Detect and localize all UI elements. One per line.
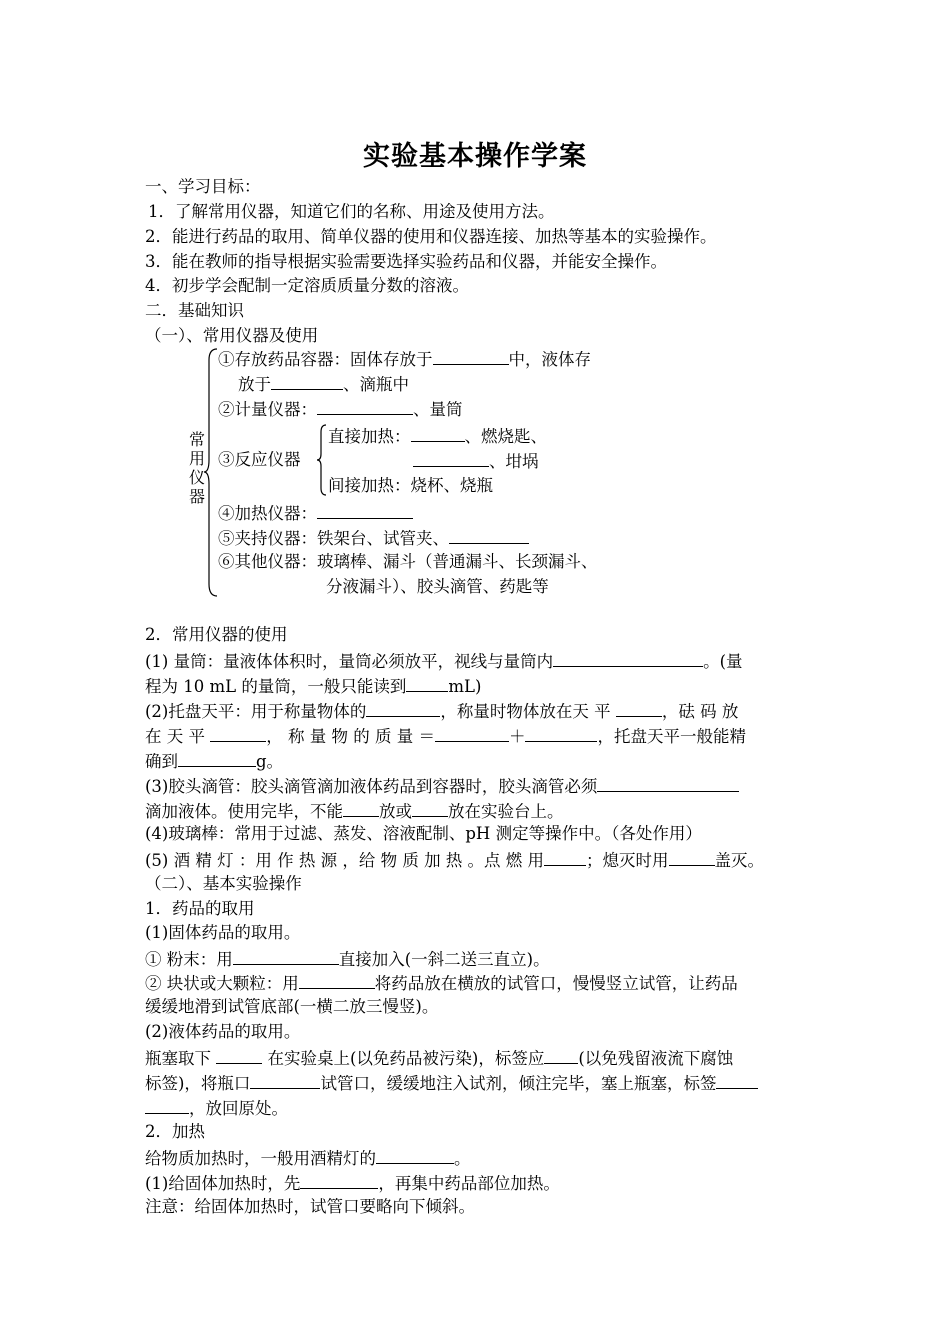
storage-label: ①存放药品容器：固体存放于 xyxy=(218,350,433,369)
measure-text: 、量筒 xyxy=(413,400,463,419)
direct-heat-text: 、坩埚 xyxy=(489,452,539,471)
text: 滴加液体。使用完毕，不能 xyxy=(145,802,343,821)
vertical-char: 仪 xyxy=(188,468,205,487)
blank xyxy=(553,648,703,667)
measure-label: ②计量仪器： xyxy=(218,400,317,419)
blank xyxy=(178,748,256,767)
blank xyxy=(716,1070,758,1089)
text: 盖灭。 xyxy=(714,851,765,870)
text: ；熄灭时用 xyxy=(586,851,669,870)
blank xyxy=(433,346,509,365)
ops-q2 xyxy=(145,970,738,996)
ops-h2: 2．加热 xyxy=(145,1122,205,1141)
blank xyxy=(411,423,465,442)
goal-1: 1．了解常用仪器，知道它们的名称、用途及使用方法。 xyxy=(148,202,555,221)
text: ，托盘天平一般能精 xyxy=(597,727,746,746)
diagram-row-3: ③反应仪器 xyxy=(218,450,301,469)
instruments-subheading: （一）、常用仪器及使用 xyxy=(145,326,319,345)
text: (以免残留液流下腐蚀 xyxy=(578,1049,734,1068)
diagram-row-5 xyxy=(218,525,529,551)
blank xyxy=(366,698,440,717)
text: 。 xyxy=(454,1149,471,1168)
ops-q1 xyxy=(145,946,550,972)
vertical-char: 器 xyxy=(188,487,205,506)
text: 试管口，缓缓地注入试剂，倾注完毕，塞上瓶塞，标签 xyxy=(320,1074,717,1093)
blank xyxy=(406,673,448,692)
diagram-row-1 xyxy=(218,346,591,372)
usage-p4: (4)玻璃棒：常用于过滤、蒸发、溶液配制、pH 测定等操作中。（各处作用） xyxy=(145,824,702,843)
text: 将药品放在横放的试管口，慢慢竖立试管，让药品 xyxy=(374,974,738,993)
blank xyxy=(544,1045,578,1064)
blank xyxy=(616,698,662,717)
diagram-row-1b xyxy=(238,371,409,397)
direct-heat-text: 、燃烧匙、 xyxy=(464,427,547,446)
text: (3)胶头滴管：胶头滴管滴加液体药品到容器时，胶头滴管必须 xyxy=(145,777,598,796)
ops-q3-cont xyxy=(145,1070,758,1096)
basics-heading: 二．基础知识 xyxy=(145,301,244,320)
heating-label: ④加热仪器： xyxy=(218,504,317,523)
vertical-char: 常 xyxy=(188,430,205,449)
goal-2: 2．能进行药品的取用、简单仪器的使用和仪器连接、加热等基本的实验操作。 xyxy=(145,227,717,246)
text: 。(量 xyxy=(703,652,743,671)
text: 给物质加热时，一般用酒精灯的 xyxy=(145,1149,376,1168)
text: (1) 量筒：量液体体积时，量筒必须放平，视线与量筒内 xyxy=(145,652,554,671)
text: 放或 xyxy=(379,802,412,821)
goal-4: 4．初步学会配制一定溶质质量分数的溶液。 xyxy=(145,276,469,295)
blank xyxy=(376,1145,454,1164)
storage-text: 中，液体存 xyxy=(508,350,591,369)
ops-q3-end xyxy=(145,1095,288,1121)
blank xyxy=(544,847,586,866)
text: ，砝 码 放 xyxy=(661,702,739,721)
blank xyxy=(145,1095,189,1114)
blank xyxy=(317,500,413,519)
text: 瓶塞取下 xyxy=(145,1049,211,1068)
blank xyxy=(413,448,489,467)
blank xyxy=(343,798,379,817)
blank xyxy=(669,847,715,866)
diagram-row-6: ⑥其他仪器：玻璃棒、漏斗（普通漏斗、长颈漏斗、 xyxy=(218,552,598,571)
blank xyxy=(250,1070,320,1089)
blank xyxy=(271,371,343,390)
page-title: 实验基本操作学案 xyxy=(363,141,587,172)
text: ，再集中药品部位加热。 xyxy=(378,1174,560,1193)
ops-heading: （二）、基本实验操作 xyxy=(145,874,302,893)
blank xyxy=(597,773,739,792)
blank xyxy=(449,525,529,544)
usage-p5 xyxy=(145,847,764,873)
usage-p2 xyxy=(145,698,738,724)
objectives-heading: 一、学习目标： xyxy=(145,177,261,196)
text: 直接加入(一斜二送三直立)。 xyxy=(338,950,550,969)
ops-h1: 1．药品的取用 xyxy=(145,899,255,918)
text: (2)托盘天平：用于称量物体的 xyxy=(145,702,367,721)
indirect-heat-row: 间接加热：烧杯、烧瓶 xyxy=(328,476,493,495)
outer-brace xyxy=(203,348,219,598)
diagram-row-4 xyxy=(218,500,413,526)
usage-p2-cont xyxy=(145,723,746,749)
blank xyxy=(300,1170,378,1189)
text: (1)给固体加热时，先 xyxy=(145,1174,301,1193)
text: 标签)，将瓶口 xyxy=(145,1074,251,1093)
text: ，放回原处。 xyxy=(189,1099,288,1118)
direct-heat-label: 直接加热： xyxy=(328,427,411,446)
goal-3: 3．能在教师的指导根据实验需要选择实验药品和仪器，并能安全操作。 xyxy=(145,252,667,271)
text: ＋ xyxy=(508,727,526,746)
clamp-label: ⑤夹持仪器：铁架台、试管夹、 xyxy=(218,529,449,548)
usage-p2-end xyxy=(145,748,283,774)
blank xyxy=(525,723,597,742)
blank xyxy=(233,946,339,965)
ops-h1a: (1)固体药品的取用。 xyxy=(145,923,301,942)
diagram-row-2 xyxy=(218,396,463,422)
blank xyxy=(435,723,509,742)
vertical-char: 用 xyxy=(188,449,205,468)
usage-p3 xyxy=(145,773,739,799)
text: ② 块状或大颗粒：用 xyxy=(145,974,299,993)
usage-p1-cont xyxy=(145,673,481,699)
text: 在 天 平 xyxy=(145,727,205,746)
text: 在实验桌上(以免药品被污染)，标签应 xyxy=(267,1049,545,1068)
usage-heading: 2．常用仪器的使用 xyxy=(145,625,288,644)
ops-q3 xyxy=(145,1045,733,1071)
text: ① 粉末：用 xyxy=(145,950,233,969)
blank xyxy=(317,396,413,415)
ops-q6: 注意：给固体加热时，试管口要略向下倾斜。 xyxy=(145,1197,475,1216)
blank xyxy=(412,798,448,817)
ops-q4 xyxy=(145,1145,471,1171)
storage-text: 放于 xyxy=(238,375,271,394)
text: (5) 酒 精 灯 ：用 作 热 源 ，给 物 质 加 热 。点 燃 用 xyxy=(145,851,545,870)
blank xyxy=(216,1045,262,1064)
usage-p1 xyxy=(145,648,743,674)
text: ， 称 量 物 的 质 量 ＝ xyxy=(266,727,435,746)
text: mL) xyxy=(448,677,482,696)
text: g。 xyxy=(256,752,284,771)
text: 放在实验台上。 xyxy=(448,802,564,821)
text: 程为 10 mL 的量筒，一般只能读到 xyxy=(145,677,407,696)
usage-p3-cont xyxy=(145,798,564,824)
blank xyxy=(299,970,375,989)
text: 确到 xyxy=(145,752,178,771)
inner-brace xyxy=(316,424,328,496)
blank xyxy=(210,723,266,742)
direct-heat-row-2 xyxy=(413,448,539,474)
ops-h1b: (2)液体药品的取用。 xyxy=(145,1022,301,1041)
ops-q5 xyxy=(145,1170,560,1196)
direct-heat-row xyxy=(328,423,547,449)
storage-text: 、滴瓶中 xyxy=(343,375,409,394)
text: ，称量时物体放在天 平 xyxy=(440,702,611,721)
diagram-row-6b: 分液漏斗）、胶头滴管、药匙等 xyxy=(326,577,549,596)
ops-q2-cont: 缓缓地滑到试管底部(一横二放三慢竖)。 xyxy=(145,997,439,1016)
